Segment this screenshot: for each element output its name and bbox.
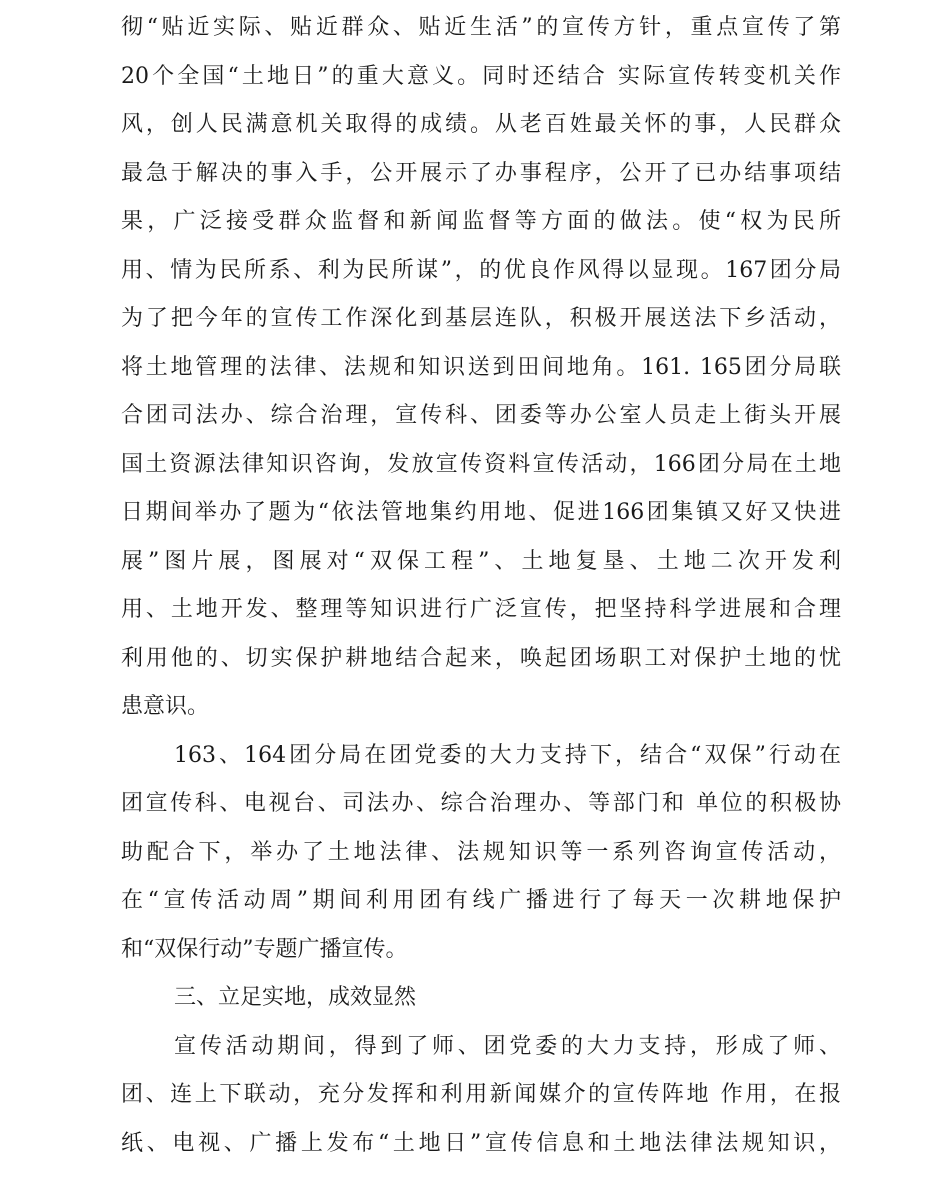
text-line: 助配合下，举办了土地法律、法规知识等一系列咨询宣传活动， bbox=[121, 839, 841, 865]
text-line: 合团司法办、综合治理，宣传科、团委等办公室人员走上街头开展 bbox=[121, 403, 841, 428]
text-line: 日期间举办了题为“依法管地集约用地、促进166团集镇又好又快进 bbox=[121, 500, 841, 525]
text-line: 患意识。 bbox=[121, 694, 210, 719]
text-line: 国土资源法律知识咨询，发放宣传资料宣传活动，166团分局在土地 bbox=[121, 451, 841, 477]
text-line: 彻“贴近实际、贴近群众、贴近生活”的宣传方针，重点宣传了第 bbox=[121, 15, 841, 40]
text-line: 用、情为民所系、利为民所谋”，的优良作风得以显现。167团分局 bbox=[121, 257, 841, 283]
text-line: 团宣传科、电视台、司法办、综合治理办、等部门和 单位的积极协 bbox=[121, 791, 841, 816]
text-line: 团、连上下联动，充分发挥和利用新闻媒介的宣传阵地 作用，在报 bbox=[121, 1082, 841, 1107]
text-line: 为了把今年的宣传工作深化到基层连队，积极开展送法下乡活动， bbox=[121, 306, 841, 331]
text-line: 和“双保行动”专题广播宣传。 bbox=[121, 936, 408, 962]
text-line: 20个全国“土地日”的重大意义。同时还结合 实际宣传转变机关作 bbox=[121, 63, 841, 89]
paragraph-first-line: 宣传活动期间，得到了师、团党委的大力支持，形成了师、 bbox=[174, 1033, 841, 1059]
text-line: 用、土地开发、整理等知识进行广泛宣传，把坚持科学进展和合理 bbox=[121, 597, 841, 622]
text-line: 纸、电视、广播上发布“土地日”宣传信息和土地法律法规知识， bbox=[121, 1130, 841, 1156]
text-line: 将土地管理的法律、法规和知识送到田间地角。161. 165团分局联 bbox=[121, 354, 841, 380]
paragraph-first-line: 163、164团分局在团党委的大力支持下，结合“双保”行动在 bbox=[174, 742, 841, 768]
text-line: 果，广泛接受群众监督和新闻监督等方面的做法。使“权为民所 bbox=[121, 209, 841, 234]
section-heading: 三、立足实地，成效显然 bbox=[174, 985, 417, 1010]
text-line: 在“宣传活动周”期间利用团有线广播进行了每天一次耕地保护 bbox=[121, 888, 841, 913]
text-line: 展”图片展，图展对“双保工程”、土地复垦、土地二次开发利 bbox=[121, 548, 841, 574]
text-line: 风，创人民满意机关取得的成绩。从老百姓最关怀的事，人民群众 bbox=[121, 112, 841, 137]
text-line: 利用他的、切实保护耕地结合起来，唤起团场职工对保护土地的忧 bbox=[121, 645, 841, 671]
text-line: 最急于解决的事入手，公开展示了办事程序，公开了已办结事项结 bbox=[121, 160, 841, 186]
